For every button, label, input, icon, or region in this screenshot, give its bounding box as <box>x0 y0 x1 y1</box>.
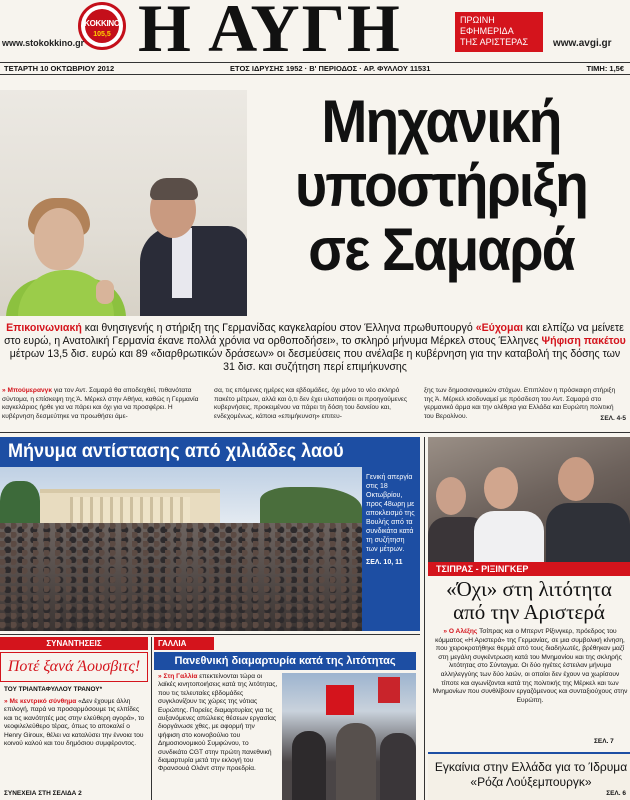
headline-line: από την Αριστερά <box>453 600 605 624</box>
radio-url[interactable]: www.stokokkino.gr <box>2 38 85 48</box>
france-section-label: ΓΑΛΛΙΑ <box>154 637 214 650</box>
photo-crowd <box>0 523 362 631</box>
main-story-body <box>0 387 630 423</box>
photo-figure <box>34 208 84 270</box>
main-headline[interactable] <box>267 90 615 316</box>
page-reference[interactable]: ΣΕΛ. 7 <box>594 738 614 745</box>
story-column <box>2 387 202 421</box>
story-lead-in: » Μπούμερανγκ <box>2 387 53 394</box>
divider <box>0 432 630 433</box>
subtitle-box <box>455 12 543 52</box>
photo-figure <box>172 228 192 298</box>
story-column: σα, τις επόμενες ημέρες και εβδομάδες, όχι μόνο το νέο σκληρό πακέτο μέτρων, αλλά και ό,τι δεν έχει υλοποιήσει οι προηγούμενες κυβερνήσεις, προκειμένου να πάρει τη δόση του δανείου και, ενδεχομένως, κάποια «επιμήκυνση» επιτευ- <box>214 387 408 420</box>
issue-meta: ΕΤΟΣ ΙΔΡΥΣΗΣ 1952 · Β' ΠΕΡΙΟΔΟΣ · ΑΡ. ΦΥΛΛΟΥ 11531 <box>230 64 431 73</box>
photo-figure <box>474 511 544 562</box>
photo-figure <box>96 280 114 304</box>
masthead <box>0 0 630 68</box>
radio-frequency: 105,5 <box>93 31 111 38</box>
lead-highlight: Επικοινωνιακή <box>6 322 82 334</box>
photo-flag <box>378 677 400 703</box>
story-text: επεκτείνονται τώρα οι λαϊκές κινητοποιήσεις κατά της λιτότητας, που τις τελευταίες εβδομάδες συγκλονίζουν τις χώρες της νότιας Ευρώπης. Πορείες διαμαρτυρίας για τις αυξανόμενες απώλειες θέσεων εργασίας διοργάνωσε χθες, με αφορμή την ψήφιση στο κοινοβούλιο του Δημοσιονομικού Συμφώνου, το συνδικάτο CGT στην πρώτη πανεθνική διαμαρτυρία μετά την εκλογή του Φρανσουά Ολάντ στην προεδρία. <box>158 673 278 773</box>
photo-figure <box>546 503 630 562</box>
story-lead-in: » Στη Γαλλία <box>158 673 198 680</box>
photo-figure <box>292 731 326 800</box>
story-lead-in: » Με κεντρικό σύνθημα <box>4 698 77 705</box>
france-photo[interactable] <box>282 673 416 800</box>
story-text: για τον Αντ. Σαμαρά θα αποδειχθεί, πιθανότατα σύντομα, η επίσκεψη της Ά. Μέρκελ στην Αθήνα, καθώς η Γερμανία καγκελάριος ήρθε για να πάρει και όχι για να προσφέρει. Η κυβέρνηση δεσμεύτηκε να προωθήσει άμε- <box>2 387 199 420</box>
subtitle-line: ΕΦΗΜΕΡΙΔΑ <box>460 26 514 36</box>
headline-line: σε Σαμαρά <box>308 216 574 283</box>
subtitle-line: ΤΗΣ ΑΡΙΣΤΕΡΑΣ <box>460 37 529 47</box>
divider <box>0 634 420 635</box>
lead-text: και θνησιγενής η στήριξη της Γερμανίδας καγκελαρίου στον Έλληνα πρωθυπουργό <box>81 322 476 334</box>
radio-logo[interactable] <box>78 2 126 50</box>
headline-line: υποστήριξη <box>294 152 588 219</box>
photo-figure <box>558 457 594 501</box>
protest-headline-bar[interactable] <box>0 437 420 467</box>
lead-highlight: «Εύχομαι <box>475 322 523 334</box>
photo-figure <box>336 723 376 800</box>
lead-highlight: Ψήφιση πακέτου <box>541 335 626 347</box>
story-text: Τσίπρας και ο Μπερντ Ρίξινγκερ, πρόεδρος του κόμματος «Η Αριστερά» της Γερμανίας, σε μια συμβολική κίνηση, που χειροκροτήθηκε θερμά από τους διαδηλωτές, βρέθηκαν μαζί στη μεγάλη συγκέντρωση κατά του Μνημονίου και της σκληρής λιτότητας στο Σύνταγμα. Οι δύο ηγέτες έστειλαν μήνυμα αλληλεγγύης των δύο λαών, οι οποίοι δεν έχουν να χωρίσουν τίποτε και αγωνίζονται κατά της πολιτικής της Μέρκελ και των Μνημονίων που συνθλίβουν εργαζόμενους και συνταξιούχους στην Ευρώπη. <box>432 628 628 704</box>
france-text <box>158 673 278 774</box>
photo-figure <box>380 733 416 800</box>
photo-flag <box>326 685 354 715</box>
headline-line: «Όχι» στη λιτότητα <box>446 577 612 601</box>
story-column: ξης των δημοσιονομικών στόχων. Επιπλέον η πρόσκαιρη στήριξη της Ά. Μέρκελ ισοδυναμεί με πρόσδεση του Αντ. Σαμαρά στο γερμανικό άρμα και την ολέθρια για Ελλάδα και Ευρώπη πολιτική του Βερολίνου. <box>424 387 616 420</box>
page-reference[interactable]: ΣΕΛ. 6 <box>606 790 626 797</box>
lead-paragraph <box>4 322 626 374</box>
protest-caption <box>362 467 420 631</box>
protest-photo[interactable] <box>0 467 362 631</box>
continued-link[interactable]: ΣΥΝΕΧΕΙΑ ΣΤΗ ΣΕΛΙΔΑ 2 <box>4 790 82 797</box>
tsipras-headline[interactable] <box>428 578 630 624</box>
photo-parliament-columns <box>70 497 190 523</box>
tsipras-text <box>432 628 628 705</box>
photo-figure <box>436 477 466 515</box>
hero-photo[interactable] <box>0 90 247 316</box>
meetings-text <box>4 698 148 748</box>
protest-headline: Μήνυμα αντίστασης από χιλιάδες λαού <box>8 441 344 462</box>
issue-date: ΤΕΤΑΡΤΗ 10 ΟΚΤΩΒΡΙΟΥ 2012 <box>4 64 115 73</box>
protest-caption-text: Γενική απεργία στις 18 Οκτωβρίου, προς 48ωρη με αποκλεισμό της Βουλής από τα συνδικάτα κατά τη συζήτηση των μέτρων. <box>366 474 415 553</box>
photo-figure <box>484 467 518 509</box>
headline-line: Μηχανική <box>321 88 561 155</box>
divider <box>424 437 425 800</box>
divider <box>151 637 152 800</box>
lead-text: μέτρων 13,5 δισ. ευρώ και 89 «διαρθρωτικών δράσεων» οι δεσμεύσεις που ανέλαβε η κυβέρνηση για την καταβολή της δόσης των 31 δισ. και συζήτηση περί επιμήκυνσης <box>9 348 621 373</box>
page-reference[interactable]: ΣΕΛ. 4-5 <box>600 415 626 422</box>
story-text: «Δεν έχουμε άλλη επιλογή, παρά να προσαρμόσουμε τις ελπίδες και τις ικανότητές μας στην ελεύθερη αγορά», το νεοφιλελεύθερο τέρας, όπως το αποκαλεί ο Henry Giroux, θέλει να καταλύσει την έννοια του κοινού καλού και του δημόσιου συμφέροντος. <box>4 698 145 748</box>
photo-figure <box>150 178 198 200</box>
lead-text: και ελπίζω να μείνετε στο ευρώ, η Ανατολική Γερμανία έκανε πολλά χρόνια να ορθοποδήσει», το σκληρό μήνυμα Μέρκελ στους Έλληνες <box>4 322 624 347</box>
meetings-title[interactable]: Ποτέ ξανά Άουσβιτς! <box>0 652 148 682</box>
page-reference[interactable]: ΣΕΛ. 10, 11 <box>366 559 403 566</box>
subtitle-line: ΠΡΩΙΝΗ <box>460 15 495 25</box>
meetings-author: ΤΟΥ ΤΡΙΑΝΤΑΦΥΛΛΟΥ ΤΡΑΝΟΥ* <box>4 686 103 693</box>
issue-price: ΤΙΜΗ: 1,5€ <box>586 64 624 73</box>
roza-teaser[interactable] <box>428 752 630 800</box>
photo-figure <box>140 226 247 316</box>
story-lead-in: » Ο Αλέξης <box>443 628 478 635</box>
tsipras-section-label: ΤΣΙΠΡΑΣ - ΡΙΞΙΝΓΚΕΡ <box>428 562 630 576</box>
radio-logo-text: KOKKINO <box>84 19 120 28</box>
france-headline[interactable]: Πανεθνική διαμαρτυρία κατά της λιτότητας <box>154 652 416 670</box>
info-bar <box>0 62 630 75</box>
roza-title: Εγκαίνια στην Ελλάδα για το Ίδρυμα «Ρόζα Λούξεμπουργκ» <box>434 760 628 789</box>
tsipras-photo[interactable] <box>428 437 630 562</box>
meetings-section-label: ΣΥΝΑΝΤΗΣΕΙΣ <box>0 637 148 650</box>
newspaper-title: Η ΑΥΓΗ <box>138 0 402 66</box>
site-url[interactable]: www.avgi.gr <box>553 38 612 49</box>
